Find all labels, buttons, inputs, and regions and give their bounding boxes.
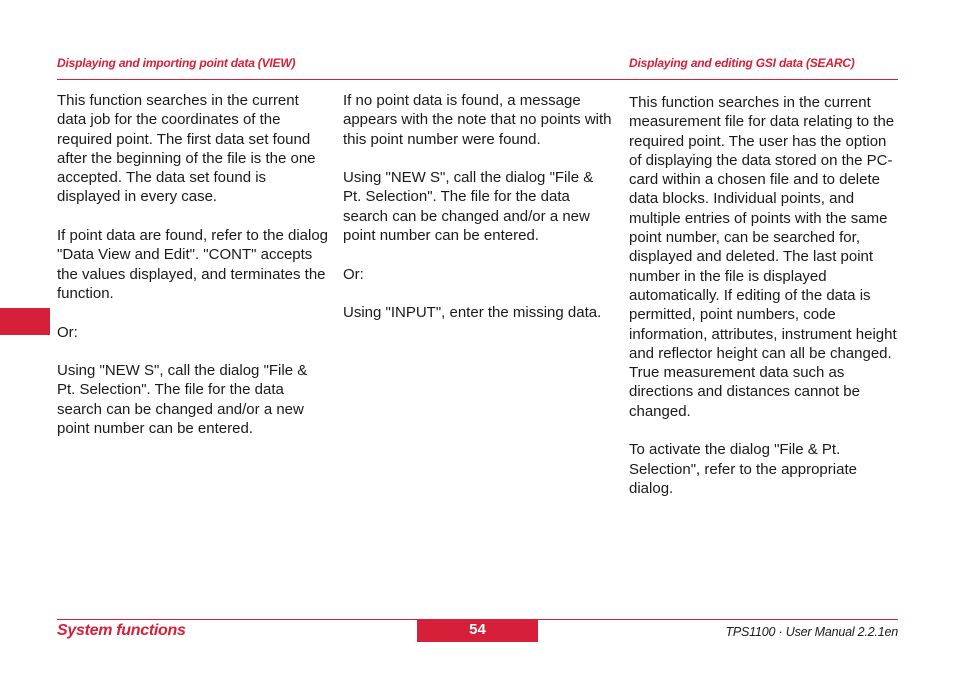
header-divider <box>57 79 898 80</box>
text-column-2 <box>343 91 613 342</box>
page-number: 54 <box>417 620 538 642</box>
paragraph: If point data are found, refer to the dialog "Data View and Edit". "CONT" accepts the values displayed, and terminates the function. <box>57 227 329 302</box>
chapter-tab-marker <box>0 308 50 335</box>
paragraph: If no point data is found, a message appears with the note that no points with this point number were found. <box>343 92 612 148</box>
text-column-1 <box>57 91 329 458</box>
paragraph: This function searches in the current measurement file for data relating to the required point. The user has the option of displaying the data stored on the PC-card within a chosen file and to delete data blocks. Individual points, and multiple entries of points with the same point number, can be searched for, displayed and deleted. The last point number in the file is displayed automatically. If editing of the data is permitted, point numbers, code information, attributes, instrument height and reflector height can all be changed. True measurement data such as directions and distances cannot be changed. <box>629 94 897 420</box>
text-column-3 <box>629 93 901 518</box>
paragraph: Using "INPUT", enter the missing data. <box>343 304 602 322</box>
header-right-title: Displaying and editing GSI data (SEARC) <box>629 56 855 70</box>
header-left-title: Displaying and importing point data (VIEW) <box>57 56 296 70</box>
footer-manual-name: TPS1100 · User Manual 2.2.1en <box>725 625 898 639</box>
paragraph: This function searches in the current data job for the coordinates of the required point. The first data set found after the beginning of the file is the one accepted. The data set found is displayed in every case. <box>57 92 316 206</box>
paragraph: Or: <box>343 265 364 283</box>
paragraph: To activate the dialog "File & Pt. Selection", refer to the appropriate dialog. <box>629 441 857 497</box>
paragraph: Or: <box>57 323 78 341</box>
paragraph: Using "NEW S", call the dialog "File & Pt. Selection". The file for the data search can be changed and/or a new point number can be entered. <box>57 362 308 438</box>
footer-section-title: System functions <box>57 622 186 639</box>
paragraph: Using "NEW S", call the dialog "File & Pt. Selection". The file for the data search can be changed and/or a new point number can be entered. <box>343 169 594 245</box>
